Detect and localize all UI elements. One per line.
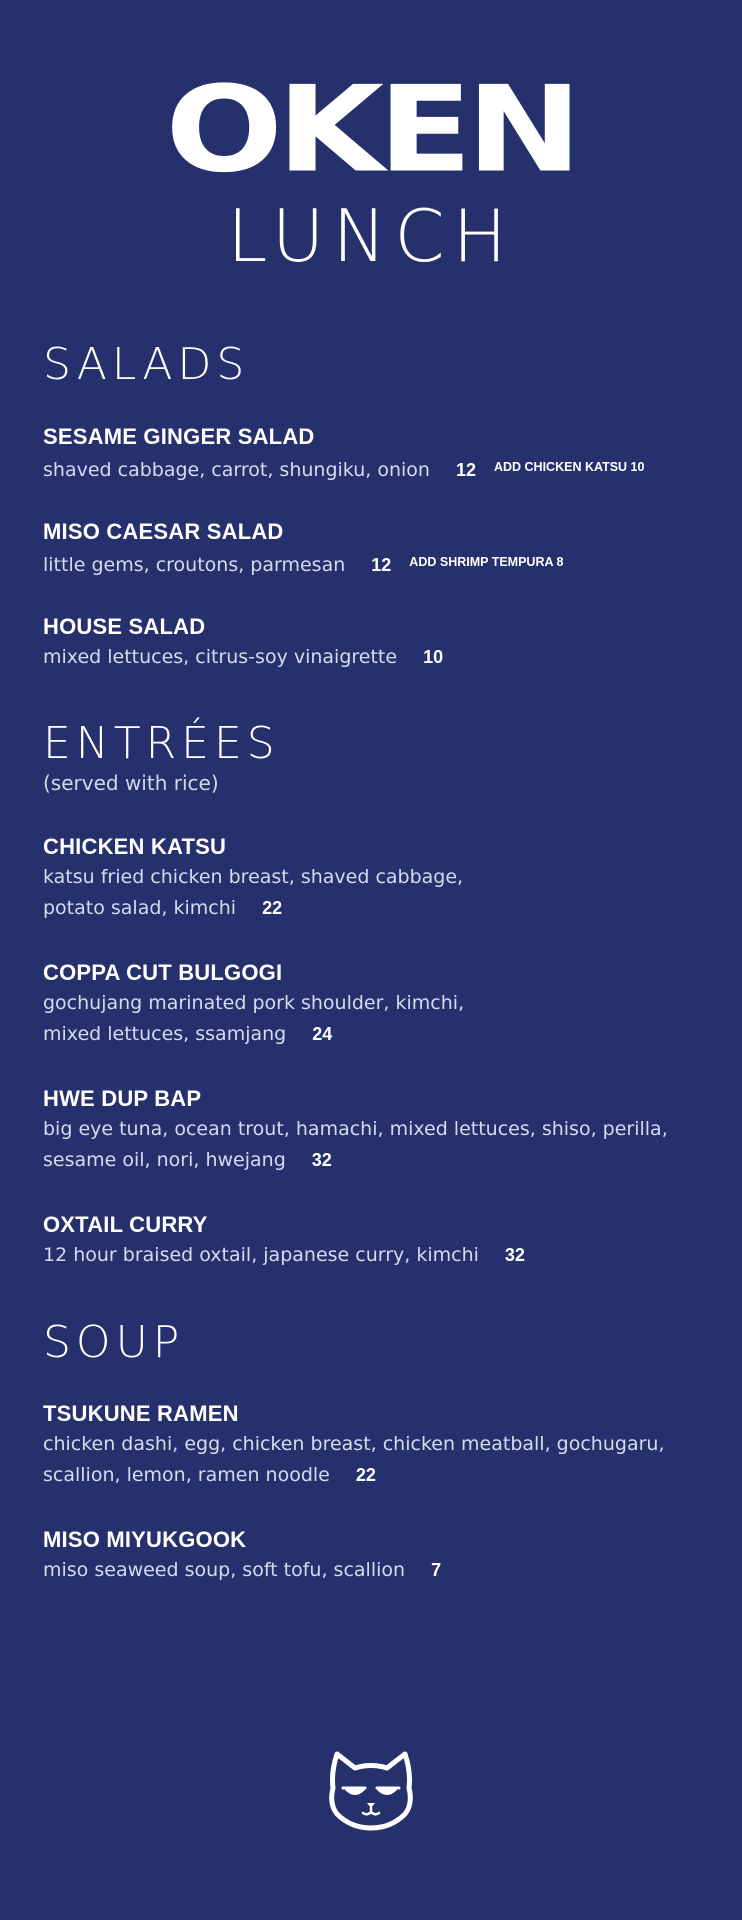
- menu-item-miso-miyukgook: [43, 1525, 703, 1586]
- section-heading-entrees: ENTRÉES: [43, 718, 280, 769]
- item-price: 32: [504, 1245, 525, 1265]
- item-description-text: shaved cabbage, carrot, shungiku, onion: [43, 459, 430, 481]
- menu-item-coppa-cut-bulgogi: [43, 958, 703, 1050]
- cat-face-icon: [327, 1748, 415, 1832]
- item-price: 22: [262, 898, 283, 918]
- section-heading-soup: SOUP: [43, 1317, 185, 1368]
- restaurant-logo: OKEN: [165, 60, 577, 200]
- item-description-line1: big eye tuna, ocean trout, hamachi, mixed lettuces, shiso, perilla,: [43, 1118, 668, 1140]
- item-addon: ADD CHICKEN KATSU 10: [493, 460, 645, 474]
- item-price: 7: [431, 1560, 442, 1580]
- menu-header: [0, 60, 742, 278]
- item-description-text: miso seaweed soup, soft tofu, scallion: [43, 1559, 406, 1581]
- item-description: [43, 547, 703, 581]
- item-name: HOUSE SALAD: [43, 614, 206, 639]
- section-subheading-entrees: (served with rice): [43, 771, 219, 795]
- item-price: 10: [423, 647, 444, 667]
- menu-item-miso-caesar-salad: [43, 517, 703, 581]
- item-description-line2: scallion, lemon, ramen noodle: [43, 1464, 330, 1486]
- menu-title: LUNCH: [227, 194, 515, 278]
- menu-item-sesame-ginger-salad: [43, 422, 703, 486]
- item-price: 22: [355, 1465, 376, 1485]
- item-description: [43, 642, 703, 673]
- item-description-text: little gems, croutons, parmesan: [43, 554, 346, 576]
- item-description: [43, 1019, 703, 1050]
- section-heading-salads: SALADS: [43, 339, 250, 390]
- item-description: [43, 1460, 703, 1491]
- menu-item-house-salad: [43, 612, 703, 673]
- item-name: HWE DUP BAP: [43, 1086, 202, 1111]
- item-addon: ADD SHRIMP TEMPURA 8: [409, 555, 564, 569]
- item-description: [43, 893, 703, 924]
- item-description-line1: katsu fried chicken breast, shaved cabbage,: [43, 866, 464, 888]
- item-name: CHICKEN KATSU: [43, 834, 227, 859]
- item-description-line1: gochujang marinated pork shoulder, kimchi,: [43, 992, 465, 1014]
- menu-item-tsukune-ramen: [43, 1399, 703, 1491]
- item-price: 24: [312, 1024, 333, 1044]
- item-name: MISO MIYUKGOOK: [43, 1527, 247, 1552]
- item-name: SESAME GINGER SALAD: [43, 424, 315, 449]
- item-name: MISO CAESAR SALAD: [43, 519, 284, 544]
- item-name: COPPA CUT BULGOGI: [43, 960, 283, 985]
- item-description-text: mixed lettuces, citrus-soy vinaigrette: [43, 646, 398, 668]
- item-description-text: 12 hour braised oxtail, japanese curry, kimchi: [43, 1244, 479, 1266]
- item-description-line2: sesame oil, nori, hwejang: [43, 1149, 286, 1171]
- item-price: 12: [371, 555, 392, 575]
- item-description-line2: mixed lettuces, ssamjang: [43, 1023, 287, 1045]
- menu-item-hwe-dup-bap: [43, 1084, 703, 1176]
- item-description: [43, 1240, 703, 1271]
- item-price: 12: [455, 460, 476, 480]
- item-price: 32: [311, 1150, 332, 1170]
- item-description-line1: chicken dashi, egg, chicken breast, chicken meatball, gochugaru,: [43, 1433, 665, 1455]
- item-description: [43, 1145, 703, 1176]
- item-name: TSUKUNE RAMEN: [43, 1401, 239, 1426]
- menu-item-chicken-katsu: [43, 832, 703, 924]
- item-description-line2: potato salad, kimchi: [43, 897, 237, 919]
- item-name: OXTAIL CURRY: [43, 1212, 208, 1237]
- item-description: [43, 1555, 703, 1586]
- menu-item-oxtail-curry: [43, 1210, 703, 1271]
- item-description: [43, 452, 703, 486]
